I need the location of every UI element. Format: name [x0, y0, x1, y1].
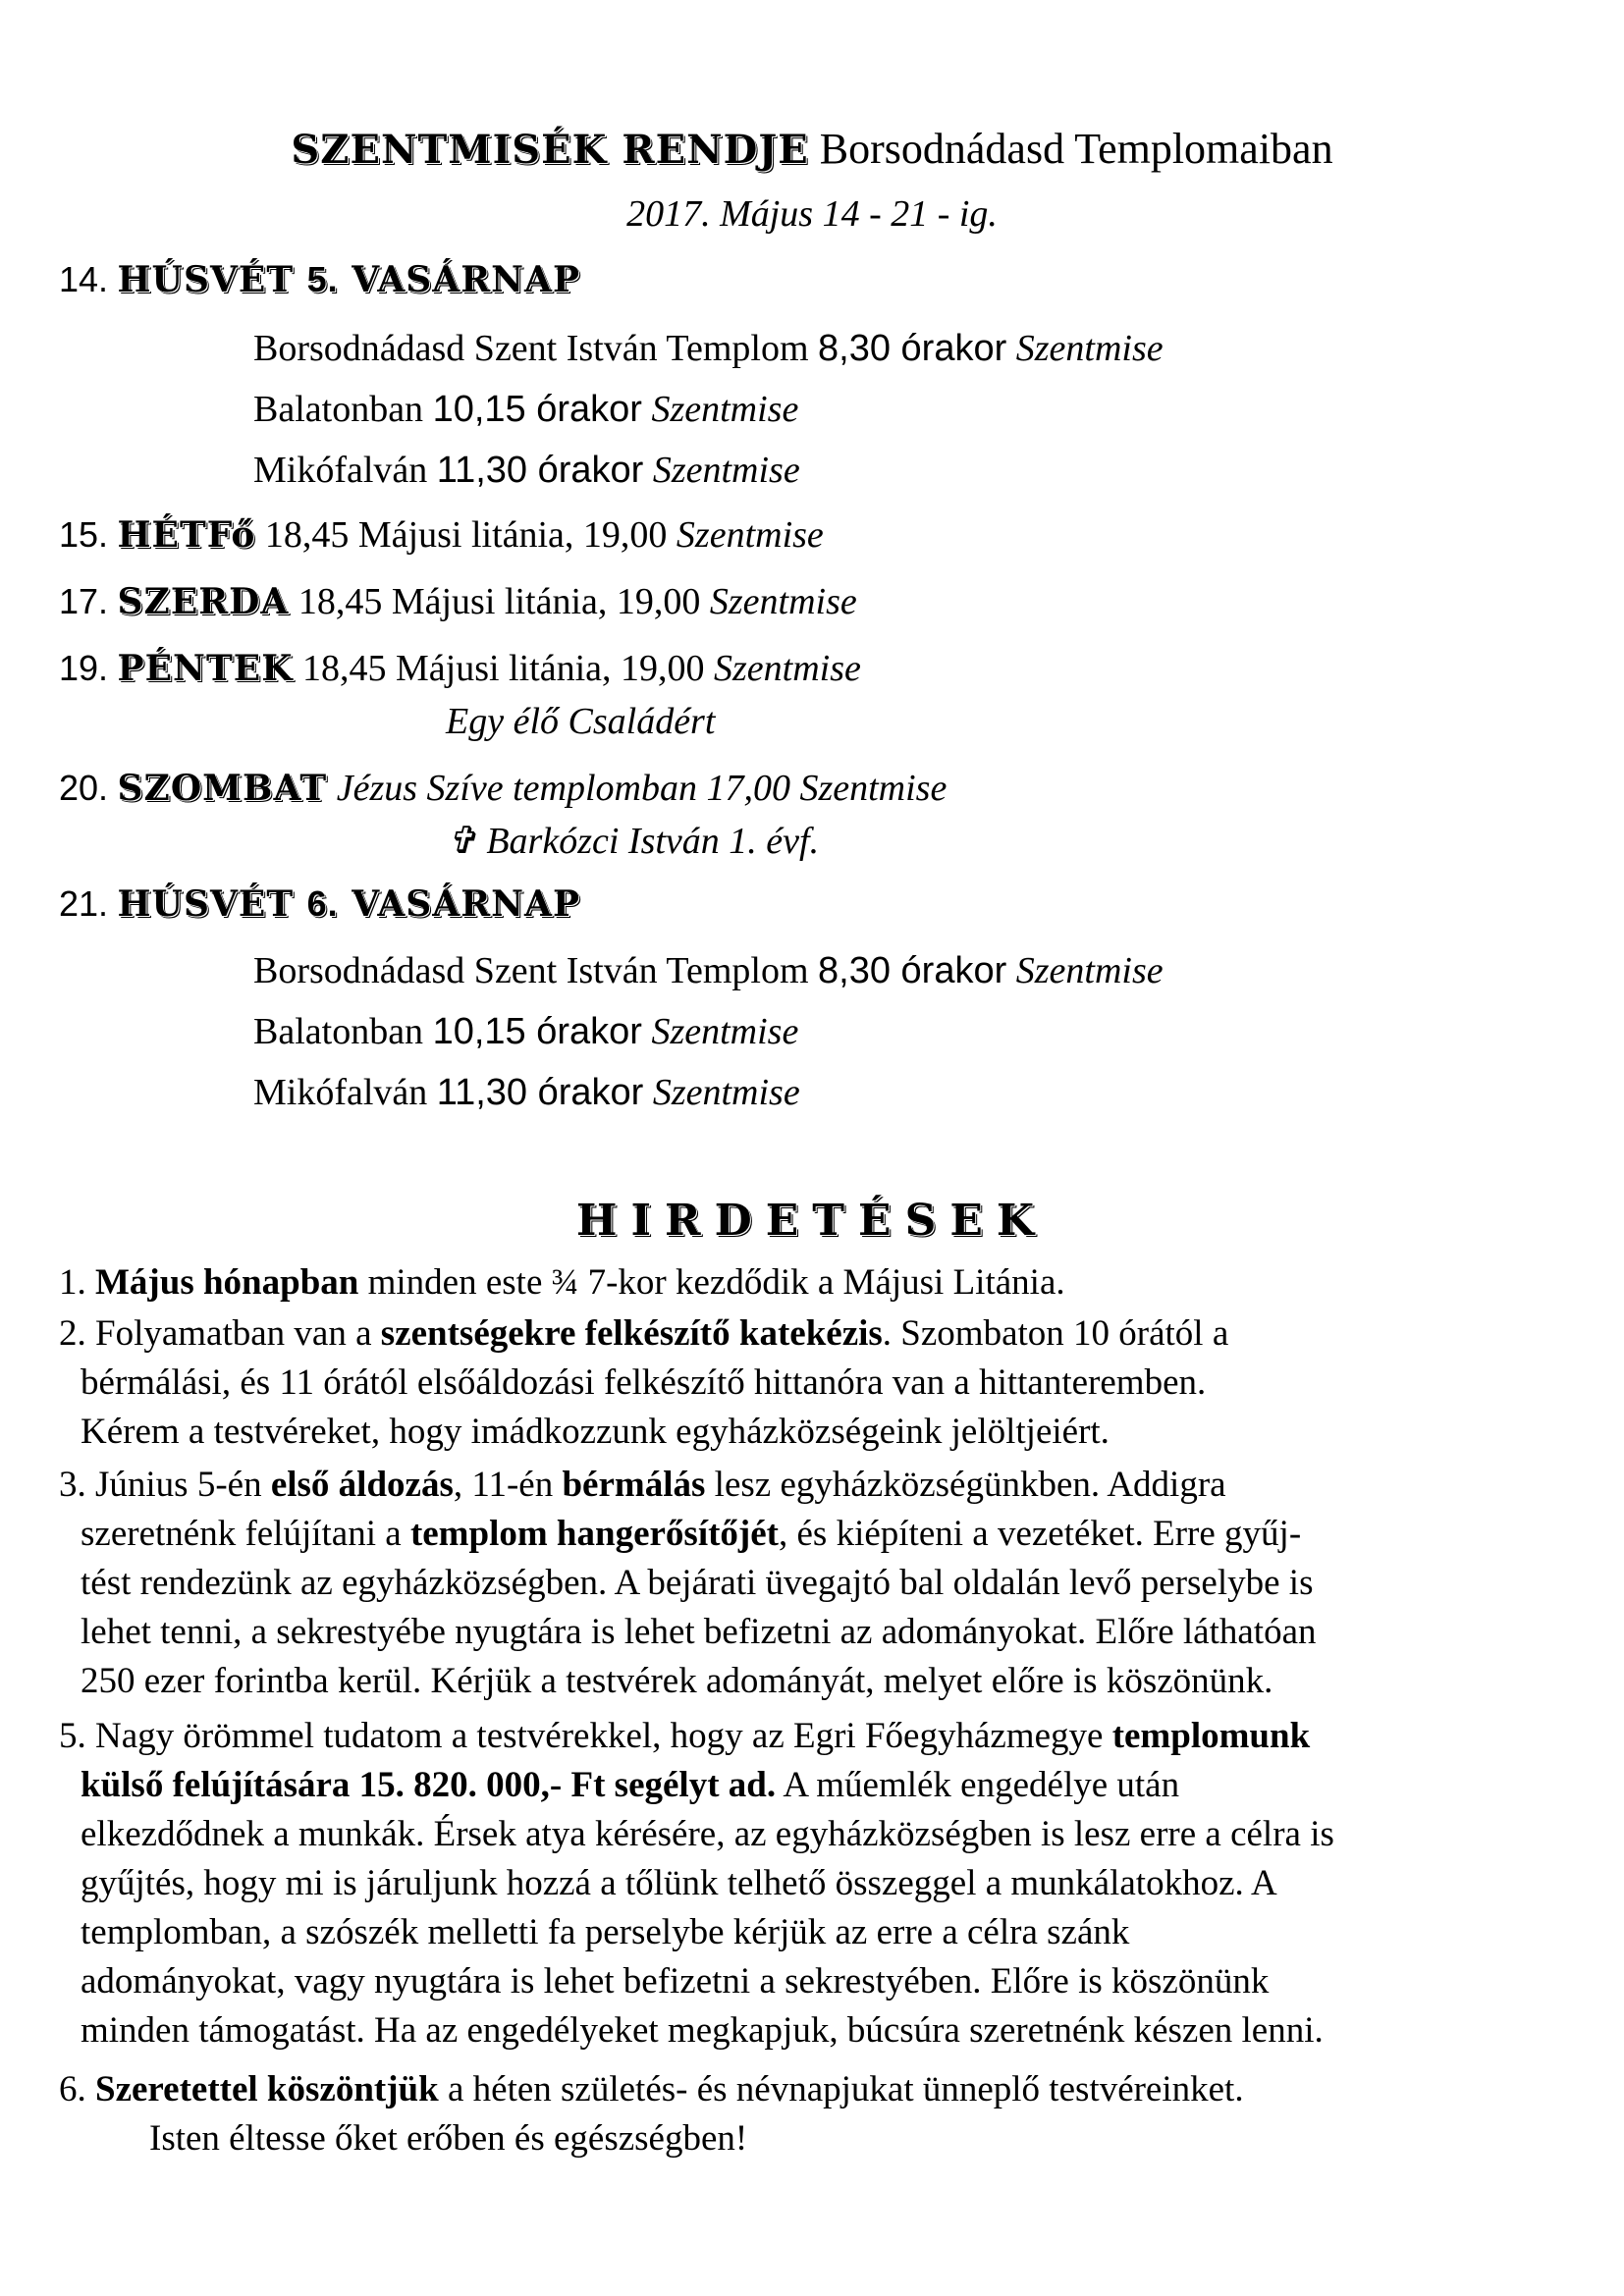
- page-title: [0, 124, 1624, 174]
- day-name: HÉTFő: [117, 514, 256, 556]
- title-deco: SZENTMISÉK RENDJE: [291, 127, 809, 173]
- title-rest: Borsodnádasd Templomaiban: [808, 125, 1333, 173]
- notice-5: 5. Nagy örömmel tudatom a testvérekkel, hogy az Egri Főegyházmegye templomunk külső felújítására 15. 820. 000,- Ft segélyt ad. A műemlék engedélye után elkezdődnek a munkák. Érsek atya kérésére, az egyházközségben is lesz erre a célra is gyűjtés, hogy mi is járuljunk hozzá a tőlünk telhető összeggel a munkálatokhoz. A templomban, a szószék melletti fa perselybe kérjük az erre a célra szánk adományokat, vagy nyugtára is lehet befizetni a sekrestyében. Előre is köszönünk minden támogatást. Ha az engedélyeket megkapjuk, búcsúra szeretnénk készen lenni.: [59, 1716, 1334, 2051]
- notice-1: 1. Május hónapban minden este ¾ 7-kor kezdődik a Májusi Litánia.: [59, 1262, 1065, 1303]
- mass-intention-19: Egy élő Családért: [446, 701, 716, 742]
- notices-title: HIRDETÉSEK: [575, 1196, 1049, 1246]
- day-name: PÉNTEK: [117, 648, 294, 689]
- schedule-day-21: 21. HÚSVÉT 6. VASÁRNAP: [59, 883, 581, 925]
- notice-3: 3. Június 5-én első áldozás, 11-én bérmálás lesz egyházközségünkben. Addigra szeretnénk felújítani a templom hangerősítőjét, és kiépíteni a vezetéket. Erre gyűj- tést rendezünk az egyházközségben. A bejárati üvegajtó bal oldalán levő perselybe is lehet tenni, a sekrestyébe nyugtára is lehet befizetni az adományokat. Előre láthatóan 250 ezer forintba kerül. Kérjük a testvérek adományát, melyet előre is köszönünk.: [59, 1465, 1317, 1701]
- mass-line-sun2-3: Mikófalván 11,30 órakor Szentmise: [253, 1072, 800, 1113]
- day-name: HÚSVÉT 6. VASÁRNAP: [117, 883, 581, 925]
- mass-line-sun1-1: Borsodnádasd Szent István Templom 8,30 órakor Szentmise: [253, 328, 1164, 369]
- notice-6: 6. Szeretettel köszöntjük a héten születés- és névnapjukat ünneplő testvéreinket. Isten éltesse őket erőben és egészségben!: [59, 2069, 1244, 2159]
- schedule-day-17: 17. SZERDA 18,45 Májusi litánia, 19,00 Szentmise: [59, 581, 857, 622]
- mass-intention-20: ✞ Barkózci István 1. évf.: [446, 821, 820, 862]
- schedule-day-19: 19. PÉNTEK 18,45 Májusi litánia, 19,00 Szentmise: [59, 648, 861, 689]
- day-name: SZOMBAT: [117, 768, 328, 809]
- mass-line-sun2-2: Balatonban 10,15 órakor Szentmise: [253, 1011, 799, 1052]
- day-name: HÚSVÉT 5. VASÁRNAP: [117, 259, 581, 300]
- cross-icon: ✞: [446, 821, 477, 862]
- mass-line-sun1-2: Balatonban 10,15 órakor Szentmise: [253, 389, 799, 430]
- schedule-day-15: 15. HÉTFő 18,45 Májusi litánia, 19,00 Szentmise: [59, 514, 824, 556]
- mass-line-sun2-1: Borsodnádasd Szent István Templom 8,30 órakor Szentmise: [253, 950, 1164, 991]
- day-name: SZERDA: [117, 581, 290, 622]
- schedule-day-20: 20. SZOMBAT Jézus Szíve templomban 17,00 Szentmise: [59, 768, 947, 809]
- mass-line-sun1-3: Mikófalván 11,30 órakor Szentmise: [253, 450, 800, 491]
- notice-2: 2. Folyamatban van a szentségekre felkészítő katekézis. Szombaton 10 órától a bérmálási, és 11 órától elsőáldozási felkészítő hittanóra van a hittanteremben. Kérem a testvéreket, hogy imádkozzunk egyházközségeink jelöltjeiért.: [59, 1313, 1229, 1452]
- schedule-day-14: 14. HÚSVÉT 5. VASÁRNAP: [59, 259, 581, 300]
- page-subtitle: 2017. Május 14 - 21 - ig.: [626, 193, 998, 235]
